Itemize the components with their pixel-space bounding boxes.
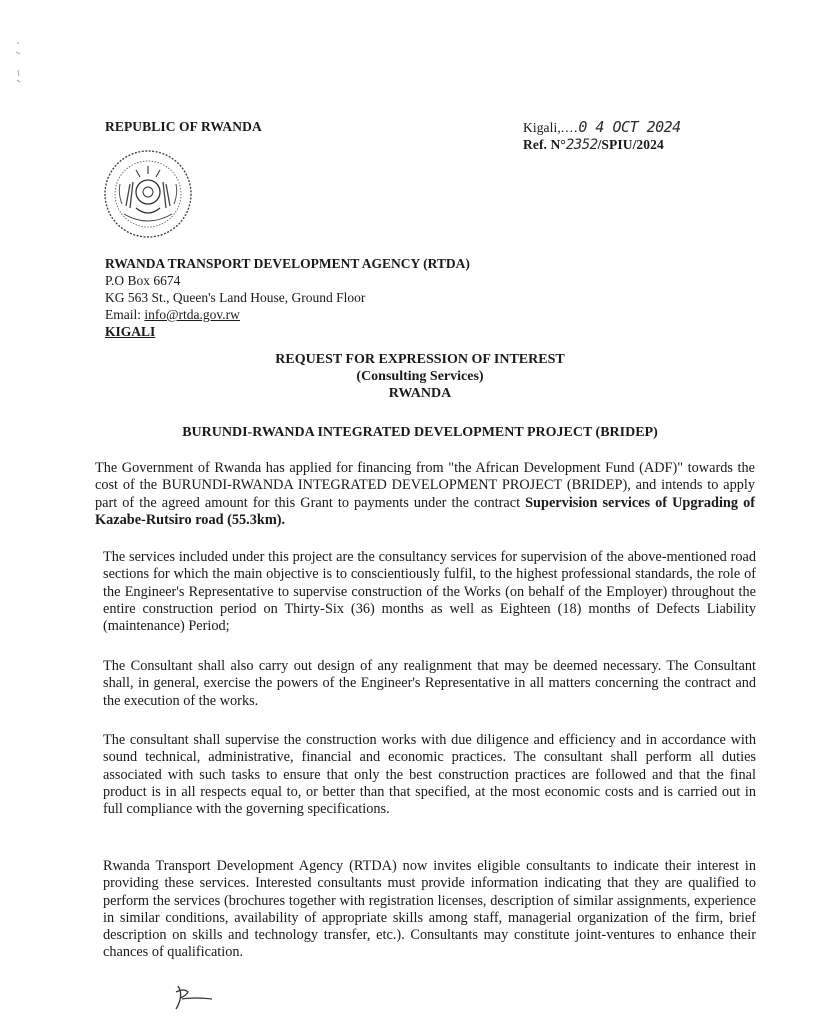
email-link[interactable]: info@rtda.gov.rw — [144, 307, 240, 322]
reference-number: 2352 — [565, 137, 598, 153]
coat-of-arms-seal — [100, 144, 196, 244]
agency-name: RWANDA TRANSPORT DEVELOPMENT AGENCY (RTDA) — [105, 256, 470, 271]
agency-city: KIGALI — [105, 324, 156, 339]
paragraph-services: The services included under this project are the consultancy services for supervision of the above-mentioned road sections for which the main objective is to conscientiously fulfil, to the highest professional standards, the role of the Engineer's Representative to supervise construction of the Works (on behalf of the Employer) throughout the entire construction period on Thirty-Six (36) months as well as Eighteen (18) months of Defects Liability (maintenance) Period; — [103, 549, 756, 635]
contract-name: Supervision services of Upgrading of Kazabe-Rutsiro road (55.3km). — [95, 494, 755, 528]
agency-street: KG 563 St., Queen's Land House, Ground Floor — [105, 290, 366, 305]
paragraph-supervision: The consultant shall supervise the construction works with due diligence and efficiency and in accordance with sound technical, administrative, financial and economic practices. The consultant shall perform all duties associated with such tasks to ensure that only the best construction practices are followed and that the final product is in all respects equal to, or better than that specified, at the most economic costs and is carried out in full compliance with the governing specifications. — [103, 732, 756, 818]
title-line-1: REQUEST FOR EXPRESSION OF INTEREST — [275, 352, 565, 367]
date-stamp: 0 4 OCT 2024 — [578, 118, 681, 136]
title-line-2: (Consulting Services) — [356, 369, 484, 384]
email-label: Email: — [105, 307, 145, 322]
handwritten-initials — [168, 982, 218, 1012]
paragraph-design: The Consultant shall also carry out design of any realignment that may be deemed necessary. The Consultant shall, in general, exercise the powers of the Engineer's Representative in all matters concerning the contract and the execution of the works. — [103, 658, 756, 709]
date-line: Kigali,....0 4 OCT 2024 — [523, 118, 681, 136]
project-title: BURUNDI-RWANDA INTEGRATED DEVELOPMENT PROJECT (BRIDEP) — [182, 425, 658, 440]
reference-suffix: /SPIU/2024 — [597, 137, 664, 152]
kigali-label: Kigali, — [523, 120, 561, 135]
financing-text: The Government of Rwanda has applied for financing from "the African Development Fund (ADF)" towards the cost of the BURUNDI-RWANDA INTEGRATED DEVELOPMENT PROJECT (BRIDEP), and intends to apply part of the agreed amount for this Grant to payments under the contract — [95, 460, 755, 511]
reference-label: Ref. N° — [523, 137, 566, 152]
document-title — [0, 351, 840, 402]
republic-heading: REPUBLIC OF RWANDA — [105, 119, 262, 134]
agency-email-line — [105, 306, 565, 323]
title-line-3: RWANDA — [388, 386, 452, 401]
agency-address-block — [105, 255, 565, 340]
agency-po-box: P.O Box 6674 — [105, 273, 181, 288]
paragraph-invitation: Rwanda Transport Development Agency (RTDA) now invites eligible consultants to indicate their interest in providing these services. Interested consultants must provide information indicating that they are qualified to perform the services (brochures together with registration licenses, description of similar assignments, experience in similar conditions, availability of appropriate skills among staff, managerial organization of the firm, brief description on skills and technology transfer, etc.). Consultants may constitute joint-ventures to enhance their chances of qualification. — [103, 858, 756, 961]
margin-marks — [14, 40, 24, 90]
paragraph-financing — [95, 460, 755, 529]
reference-line — [523, 137, 664, 153]
